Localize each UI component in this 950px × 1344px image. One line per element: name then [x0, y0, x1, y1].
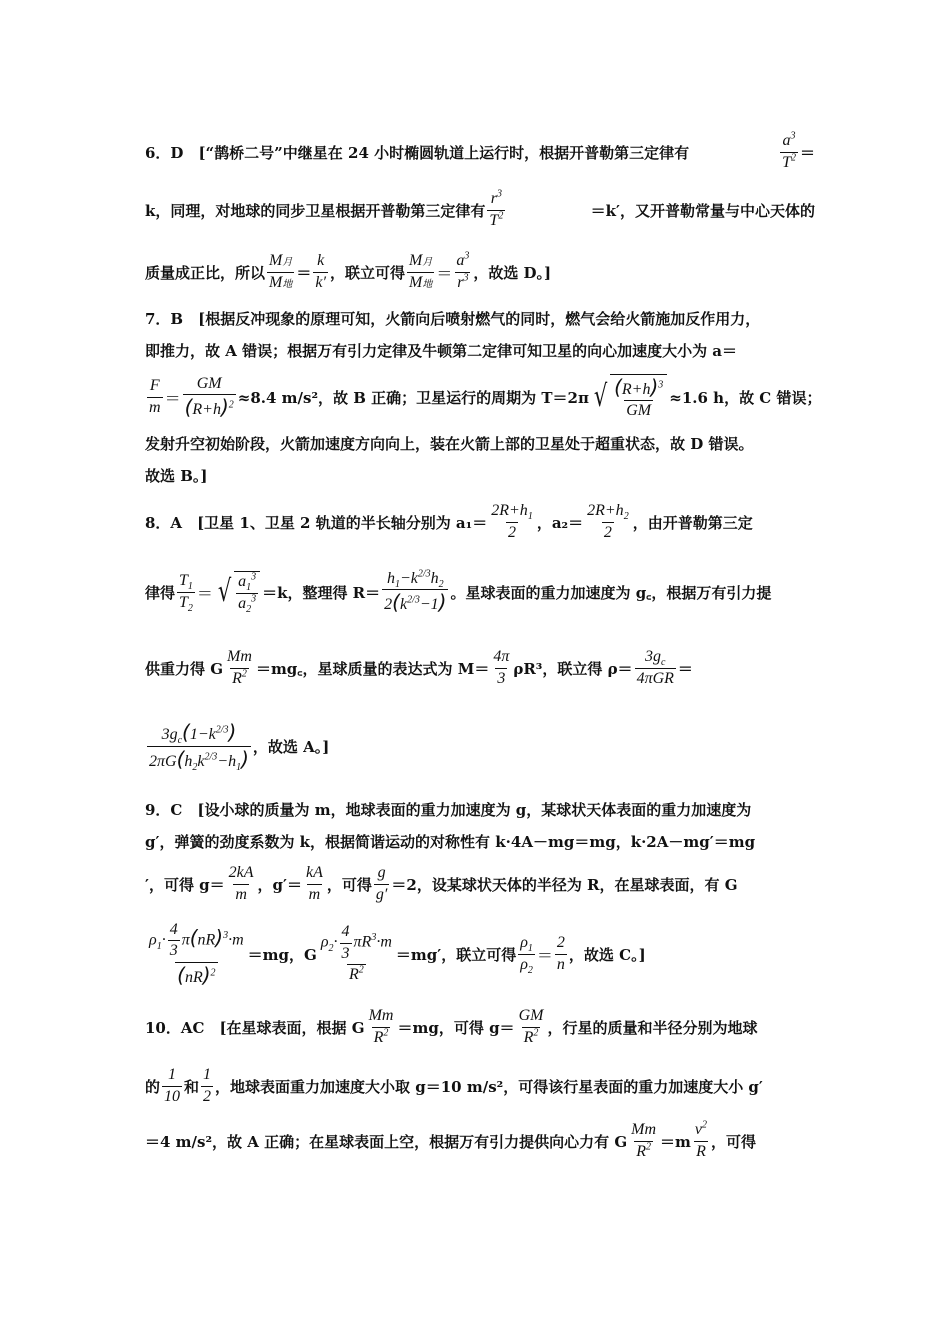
- formula-a2: $\frac{2R+h_2}{2}$: [587, 502, 629, 541]
- q10-line-2: 的 $\frac{1}{10}$ 和 $\frac{1}{2}$ ，地球表面重力加速度大小取 g＝10 m/s²，可得该行星表面的重力加速度大小 g′: [145, 1066, 763, 1105]
- formula-sqrt-a-ratio: √ $\frac{a_1^3}{a_2^3}$: [215, 571, 260, 613]
- formula-Mm-over-R2: $\frac{Mm}{R^2}$: [227, 648, 252, 687]
- q7-line-2: 即推力，故 A 错误；根据万有引力定律及牛顿第二定律可知卫星的向心加速度大小为 a＝: [145, 341, 738, 360]
- formula-T1-over-T2: $\frac{T_1}{T_2}$: [179, 572, 193, 614]
- formula-rho-ratio: $\frac{\rho_1}{\rho_2}$: [520, 934, 533, 976]
- formula-r3-over-T2: $\frac{r^3}{T^2}$: [489, 188, 504, 229]
- q10-line-1: 10．AC [在星球表面，根据 G $\frac{Mm}{R^2}$ ＝mg，可得 g＝ $\frac{GM}{R^2}$ ，行星的质量和半径分别为地球: [145, 1007, 758, 1046]
- q9-line-3: ′，可得 g＝ $\frac{2kA}{m}$ ，g′＝ $\frac{kA}{m}$ ，可得 $\frac{g}{g'}$ ＝2，设某球状天体的半径为 R，在星球表面，有 G: [145, 864, 738, 903]
- formula-planet-density-gravity: $\rho_2\cdot$ $\frac{4}{3}$ $\pi R^3\cdot m$ $R^2$: [320, 923, 392, 984]
- formula-1-over-2: $\frac{1}{2}$: [203, 1066, 212, 1105]
- q8-line-2: 律得 $\frac{T_1}{T_2}$ ＝ √ $\frac{a_1^3}{a_2^3}$ ＝k，整理得 R＝ $\frac{h_1-k^{2/3}h_2}{2(k^{2/3}-1)}$ 。星球表面的重力加速度为 g꜀，根据万有引力提: [145, 568, 772, 615]
- formula-rho-2: $\frac{3g_c(1-k^{2/3})}{2\pi G(h_2k^{2/3}-h_1)}$: [149, 720, 249, 773]
- q8-line-1: 8．A [卫星 1、卫星 2 轨道的半长轴分别为 a₁＝ $\frac{2R+h_1}{2}$ ，a₂＝ $\frac{2R+h_2}{2}$ ，由开普勒第三定: [145, 502, 753, 541]
- formula-mass-ratio-2: $\frac{\text{M月}}{\text{M地}}$: [408, 252, 433, 291]
- q6-text-1: 6．D [“鹊桥二号”中继星在 24 小时椭圆轨道上运行时，根据开普勒第三定律有: [145, 143, 690, 162]
- formula-rho-1: $\frac{3g_c}{\text{4πGR}}$: [636, 648, 674, 687]
- formula-4pi-over-3: $\frac{4\pi}{3}$: [493, 648, 510, 687]
- formula-period-sqrt: √ $\frac{(R+h)^3}{GM}$: [591, 374, 667, 421]
- q6-line-2: k，同理，对地球的同步卫星根据开普勒第三定律有 $\frac{r^3}{T^2}$ ＝k′，又开普勒常量与中心天体的: [145, 188, 815, 229]
- q9-line-1: 9．C [设小球的质量为 m，地球表面的重力加速度为 g，某球状天体表面的重力加速度为: [145, 800, 752, 819]
- q8-line-4: $\frac{3g_c(1-k^{2/3})}{2\pi G(h_2k^{2/3}-h_1)}$ ，故选 A。]: [149, 720, 330, 773]
- formula-Mm-over-R2-b: $\frac{Mm}{R^2}$: [368, 1007, 394, 1046]
- q9-line-4: $\rho_1\cdot$ $\frac{4}{3}$ π(nR)$^3$·m (nR)$^2$ ＝mg，G $\rho_2\cdot$ $\frac{4}{3}$ $\pi R^3\cdot m$ $R^2$ ＝mg′，联立可得 $\frac{\rho_1}{\rho_2}$ ＝ $\frac{2}{n}$ ，故选 C。]: [149, 920, 646, 987]
- formula-a3-over-T2: $\frac{a^3}{T^2}$: [782, 130, 796, 171]
- formula-GM-over-R2: $\frac{GM}{R^2}$: [518, 1007, 544, 1046]
- formula-2kA-over-m: $\frac{2kA}{m}$: [228, 864, 254, 903]
- formula-kA-over-m: $\frac{kA}{m}$: [306, 864, 323, 903]
- formula-2-over-n: $\frac{2}{n}$: [556, 934, 565, 973]
- formula-v2-over-R: $\frac{v^2}{R}$: [694, 1119, 708, 1160]
- formula-1-over-10: $\frac{1}{10}$: [164, 1066, 181, 1105]
- formula-g-over-gprime: $\frac{g}{g'}$: [375, 864, 388, 903]
- q7-line-4: 发射升空初始阶段，火箭加速度方向向上，装在火箭上部的卫星处于超重状态，故 D 错误。: [145, 434, 754, 453]
- formula-a3-over-r3: $\frac{a^3}{r^3}$: [456, 250, 470, 291]
- formula-earth-density-gravity: $\rho_1\cdot$ $\frac{4}{3}$ π(nR)$^3$·m (nR)$^2$: [149, 920, 244, 987]
- formula-Mm-over-R2-c: $\frac{Mm}{R^2}$: [631, 1121, 657, 1160]
- q6-line-1: 6．D [“鹊桥二号”中继星在 24 小时椭圆轨道上运行时，根据开普勒第三定律有 $\frac{a^3}{T^2}$ ＝: [145, 130, 815, 171]
- q7-line-3: $\frac{F}{m}$ ＝ $\frac{GM}{(R+h)^2}$ ≈8.4 m/s²，故 B 正确；卫星运行的周期为 T＝2π √ $\frac{(R+h)^3}{GM}$ ≈1.6 h，故 C 错误；: [149, 374, 822, 419]
- q7-line-1: 7．B [根据反冲现象的原理可知，火箭向后喷射燃气的同时，燃气会给火箭施加反作用力，: [145, 309, 761, 328]
- formula-F-over-m: $\frac{F}{m}$: [149, 377, 161, 416]
- q7-line-5: 故选 B。]: [145, 466, 208, 485]
- formula-mass-ratio: $\frac{\text{M月}}{\text{M地}}$: [269, 252, 293, 291]
- formula-GM-over-Rh2: $\frac{GM}{(R+h)^2}$: [184, 374, 234, 419]
- q8-line-3: 供重力得 G $\frac{Mm}{R^2}$ ＝mg꜀，星球质量的表达式为 M＝ $\frac{4\pi}{3}$ ρR³，联立得 ρ＝ $\frac{3g_c}{\text{4πGR}}$ ＝: [145, 648, 693, 687]
- formula-a1: $\frac{2R+h_1}{2}$: [491, 502, 533, 541]
- q9-line-2: g′，弹簧的劲度系数为 k，根据简谐运动的对称性有 k·4A－mg＝mg，k·2A－mg′＝mg: [145, 832, 756, 851]
- formula-k-over-kprime: $\frac{k}{k'}$: [315, 252, 326, 291]
- q10-line-3: ＝4 m/s²，故 A 正确；在星球表面上空，根据万有引力提供向心力有 G $\frac{Mm}{R^2}$ ＝m $\frac{v^2}{R}$ ，可得: [145, 1119, 757, 1160]
- formula-R-expression: $\frac{h_1-k^{2/3}h_2}{2(k^{2/3}-1)}$: [384, 568, 447, 614]
- q6-line-3: 质量成正比，所以 $\frac{\text{M月}}{\text{M地}}$ ＝ $\frac{k}{k'}$ ，联立可得 $\frac{\text{M月}}{\text{M地}}$ ＝ $\frac{a^3}{r^3}$ ，故选 D。]: [145, 250, 552, 291]
